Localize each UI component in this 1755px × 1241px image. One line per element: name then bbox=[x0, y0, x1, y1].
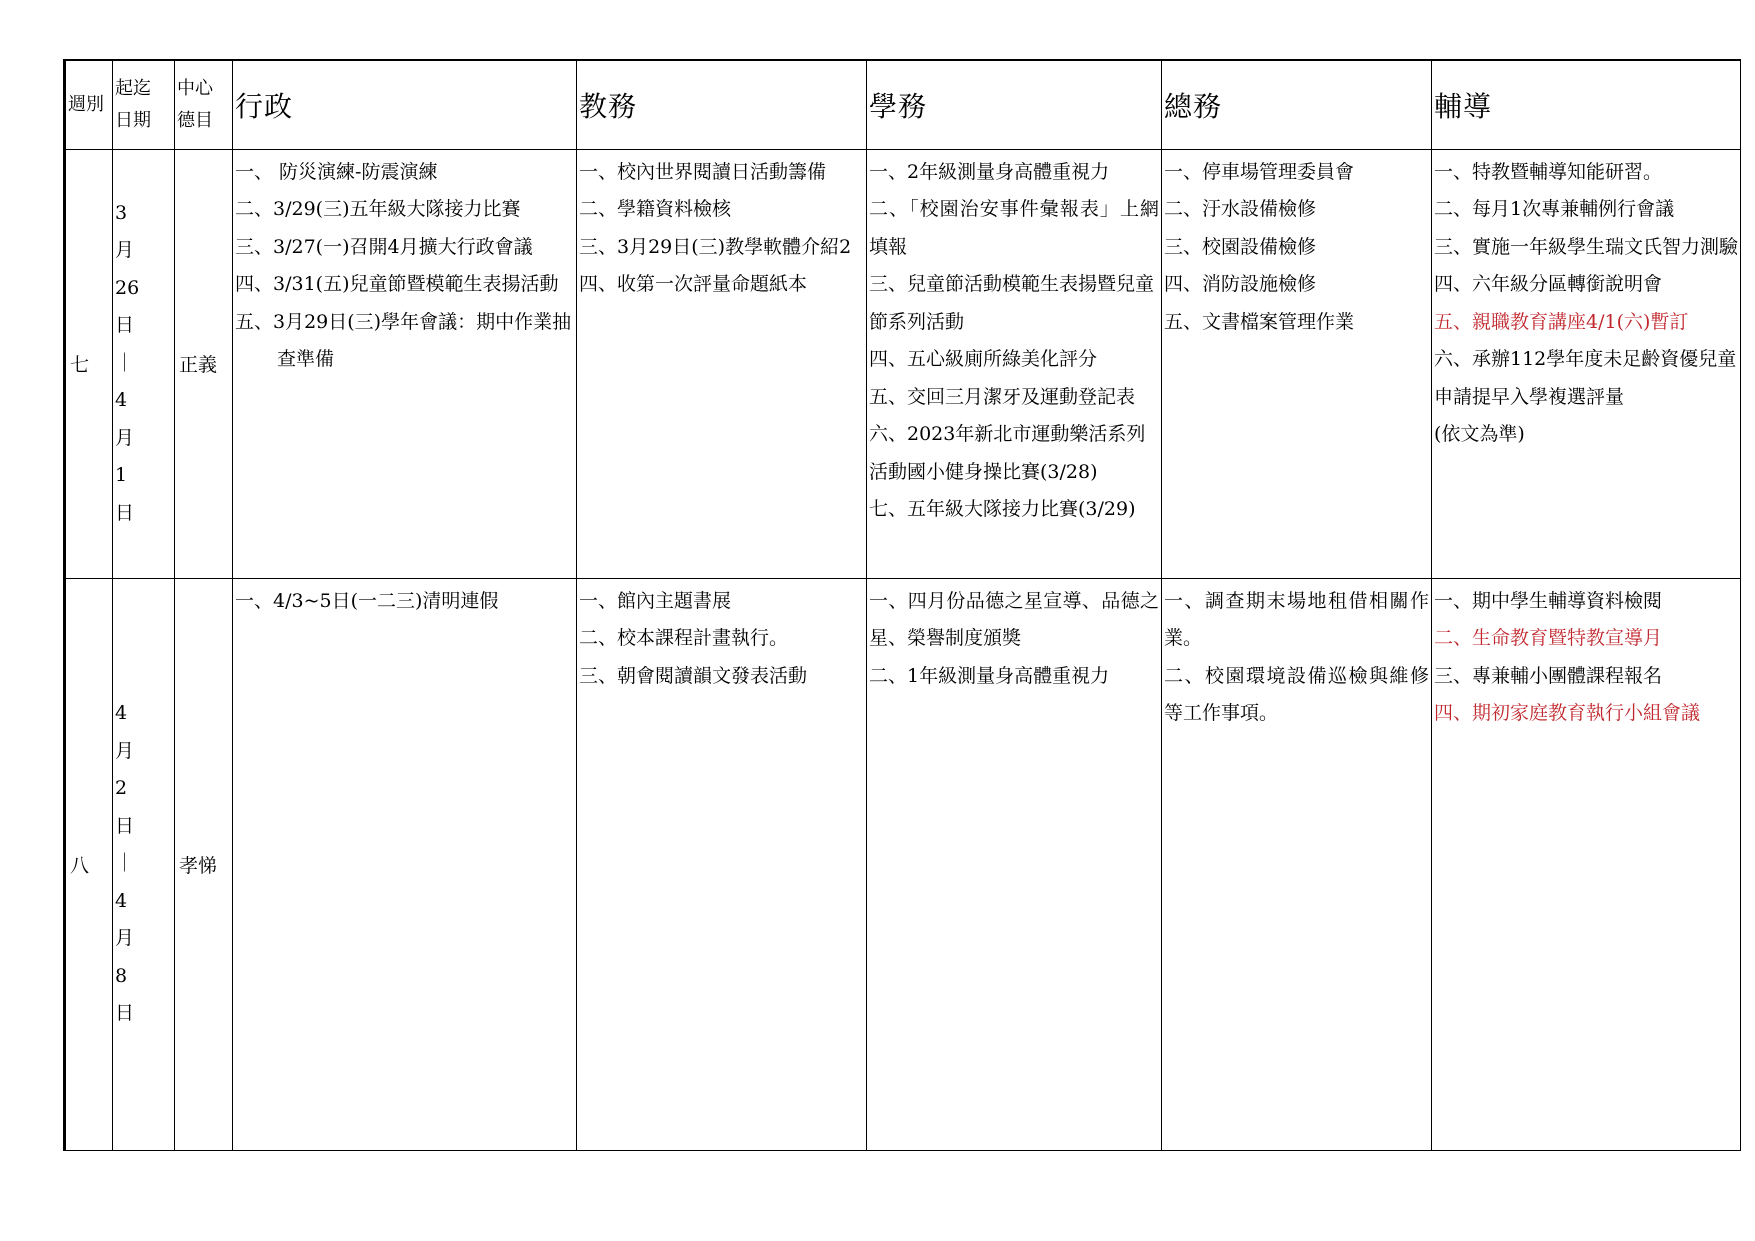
list-item: 三、3/27(一)召開4月擴大行政會議 bbox=[235, 235, 533, 258]
header-student: 學務 bbox=[867, 60, 1162, 149]
list-item: 七、五年級大隊接力比賽(3/29) bbox=[869, 498, 1136, 520]
week-8-row bbox=[65, 578, 1741, 1150]
student-affairs-items bbox=[867, 578, 1162, 1150]
counseling-items bbox=[1432, 578, 1741, 1150]
list-item: 二、1年級測量身高體重視力 bbox=[869, 664, 1110, 687]
list-item: 六、2023年新北市運動樂活系列活動國小健身操比賽(3/28) bbox=[869, 423, 1146, 483]
list-item: (依文為準) bbox=[1434, 423, 1525, 445]
admin-items bbox=[233, 149, 577, 578]
list-item: 五、親職教育講座4/1(六)暫訂 bbox=[1434, 310, 1689, 333]
list-item: 二、汙水設備檢修 bbox=[1164, 198, 1317, 220]
general-affairs-items bbox=[1162, 578, 1432, 1150]
header-date: 起迄 日期 bbox=[113, 60, 175, 149]
date-range: 3 月 26 日 ｜ 4 月 1 日 bbox=[113, 149, 175, 578]
admin-items bbox=[233, 578, 577, 1150]
list-item: 四、期初家庭教育執行小組會議 bbox=[1434, 702, 1701, 724]
list-item: 六、承辦112學年度未足齡資優兒童申請提早入學複選評量 bbox=[1434, 348, 1737, 408]
header-virtue: 中心 德目 bbox=[175, 60, 233, 149]
list-item: 五、交回三月潔牙及運動登記表 bbox=[869, 385, 1136, 408]
list-item: 四、3/31(五)兒童節暨模範生表揚活動 bbox=[235, 273, 559, 295]
list-item: 五、3月29日(三)學年會議：期中作業抽查準備 bbox=[235, 310, 572, 370]
academic-items bbox=[577, 149, 867, 578]
list-item: 三、實施一年級學生瑞文氏智力測驗 bbox=[1434, 235, 1739, 258]
list-item: 一、調查期末場地租借相關作業。 bbox=[1164, 589, 1429, 649]
header-admin: 行政 bbox=[233, 60, 577, 149]
header-row bbox=[65, 60, 1741, 149]
list-item: 一、期中學生輔導資料檢閱 bbox=[1434, 589, 1663, 612]
counseling-items bbox=[1432, 149, 1741, 578]
list-item: 二、學籍資料檢核 bbox=[579, 198, 732, 220]
list-item: 二、生命教育暨特教宣導月 bbox=[1434, 627, 1663, 649]
week-number: 七 bbox=[65, 149, 113, 578]
list-item: 四、五心級廁所綠美化評分 bbox=[869, 348, 1098, 370]
list-item: 一、校內世界閱讀日活動籌備 bbox=[579, 160, 827, 183]
list-item: 一、2年級測量身高體重視力 bbox=[869, 160, 1110, 183]
list-item: 二、3/29(三)五年級大隊接力比賽 bbox=[235, 198, 521, 220]
list-item: 一、館內主題書展 bbox=[579, 589, 732, 612]
list-item: 一、特教暨輔導知能研習。 bbox=[1434, 160, 1663, 183]
academic-items bbox=[577, 578, 867, 1150]
header-academic: 教務 bbox=[577, 60, 867, 149]
list-item: 二、「校園治安事件彙報表」上網填報 bbox=[869, 198, 1159, 258]
list-item: 一、 防災演練-防震演練 bbox=[235, 160, 438, 183]
week-number: 八 bbox=[65, 578, 113, 1150]
list-item: 一、四月份品德之星宣導、品德之星、榮譽制度頒獎 bbox=[869, 589, 1159, 649]
list-item: 四、收第一次評量命題紙本 bbox=[579, 273, 808, 295]
list-item: 二、每月1次專兼輔例行會議 bbox=[1434, 198, 1675, 220]
weekly-schedule-table bbox=[63, 59, 1741, 1151]
list-item: 一、停車場管理委員會 bbox=[1164, 160, 1355, 183]
date-range: 4 月 2 日 ｜ 4 月 8 日 bbox=[113, 578, 175, 1150]
list-item: 四、消防設施檢修 bbox=[1164, 273, 1317, 295]
core-virtue: 正義 bbox=[175, 149, 233, 578]
list-item: 四、六年級分區轉銜說明會 bbox=[1434, 273, 1663, 295]
week-7-row bbox=[65, 149, 1741, 578]
list-item: 五、文書檔案管理作業 bbox=[1164, 310, 1355, 333]
list-item: 一、4/3~5日(一二三)清明連假 bbox=[235, 589, 499, 612]
list-item: 三、朝會閱讀韻文發表活動 bbox=[579, 664, 808, 687]
list-item: 三、校園設備檢修 bbox=[1164, 235, 1317, 258]
header-counsel: 輔導 bbox=[1432, 60, 1741, 149]
header-general: 總務 bbox=[1162, 60, 1432, 149]
list-item: 三、專兼輔小團體課程報名 bbox=[1434, 664, 1663, 687]
core-virtue: 孝悌 bbox=[175, 578, 233, 1150]
list-item: 三、3月29日(三)教學軟體介紹2 bbox=[579, 235, 852, 258]
list-item: 三、兒童節活動模範生表揚暨兒童節系列活動 bbox=[869, 273, 1155, 333]
list-item: 二、校本課程計畫執行。 bbox=[579, 627, 789, 649]
list-item: 二、校園環境設備巡檢與維修等工作事項。 bbox=[1164, 664, 1429, 724]
general-affairs-items bbox=[1162, 149, 1432, 578]
student-affairs-items bbox=[867, 149, 1162, 578]
header-week: 週別 bbox=[65, 60, 113, 149]
